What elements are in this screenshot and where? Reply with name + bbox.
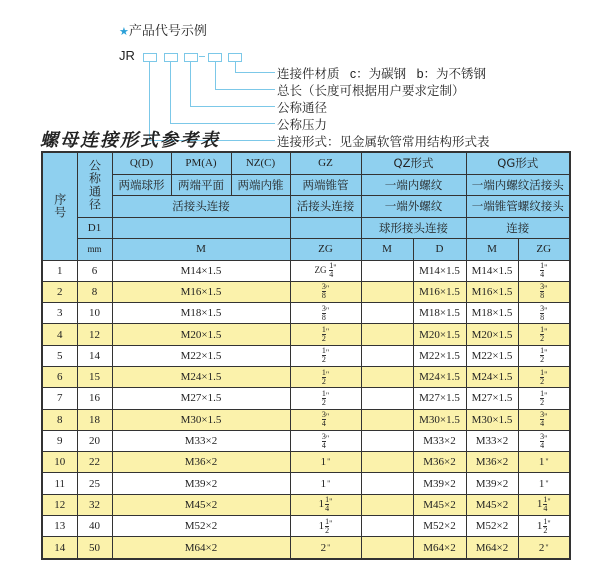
denominator: 4 bbox=[540, 440, 545, 450]
row-m: M39×2 bbox=[112, 473, 290, 494]
inch-mark: " bbox=[544, 305, 548, 315]
row-dn: 10 bbox=[77, 303, 112, 324]
qg-cell bbox=[518, 409, 570, 430]
table-row bbox=[42, 473, 570, 494]
row-qg-m: M33×2 bbox=[466, 430, 518, 451]
zg-prefix: ZG bbox=[314, 265, 327, 276]
zg-cell bbox=[290, 303, 361, 324]
row-m: M64×2 bbox=[112, 537, 290, 559]
leader-line bbox=[190, 106, 275, 107]
row-qz-m bbox=[361, 366, 413, 387]
inch-mark: " bbox=[544, 263, 548, 273]
denominator: 2 bbox=[321, 355, 326, 365]
row-m: M20×1.5 bbox=[112, 324, 290, 345]
zg-cell bbox=[290, 409, 361, 430]
row-qz-m bbox=[361, 452, 413, 473]
inch-mark: " bbox=[325, 348, 330, 358]
legend-pressure: 公称压力 bbox=[277, 118, 328, 132]
row-qz-d: M52×2 bbox=[413, 516, 466, 537]
row-dn: 6 bbox=[77, 260, 112, 281]
row-qg-m: M36×2 bbox=[466, 452, 518, 473]
whole-part: 1 bbox=[318, 498, 325, 511]
inch-mark: " bbox=[544, 284, 548, 294]
empty-cell bbox=[112, 217, 290, 239]
code-box-5 bbox=[228, 53, 242, 62]
row-dn: 18 bbox=[77, 409, 112, 430]
row-dn: 12 bbox=[77, 324, 112, 345]
header-seq: 序号 bbox=[42, 152, 77, 260]
denominator: 4 bbox=[321, 419, 326, 429]
row-qz-d: M36×2 bbox=[413, 452, 466, 473]
whole-part: 1 bbox=[538, 456, 545, 469]
gz-union: 活接头连接 bbox=[290, 196, 361, 218]
table-row bbox=[42, 430, 570, 451]
qz-desc2: 一端外螺纹 bbox=[361, 196, 466, 218]
row-dn: 15 bbox=[77, 366, 112, 387]
inch-mark: " bbox=[325, 327, 330, 337]
zg-cell bbox=[290, 345, 361, 366]
row-qz-d: M24×1.5 bbox=[413, 366, 466, 387]
row-no: 10 bbox=[42, 452, 77, 473]
row-no: 1 bbox=[42, 260, 77, 281]
denominator: 8 bbox=[540, 312, 545, 322]
row-dn: 16 bbox=[77, 388, 112, 409]
inch-mark: " bbox=[545, 457, 549, 467]
table-row bbox=[42, 303, 570, 324]
inch-mark: " bbox=[327, 542, 331, 552]
row-qg-m: M16×1.5 bbox=[466, 281, 518, 302]
row-dn: 25 bbox=[77, 473, 112, 494]
numerator: 3 bbox=[540, 282, 545, 292]
empty-cell bbox=[290, 217, 361, 239]
nz-desc: 两端内锥 bbox=[231, 174, 290, 196]
legend-length: 总长（长度可根据用户要求定制） bbox=[277, 84, 465, 98]
leader-line bbox=[215, 89, 275, 90]
row-qz-d: M22×1.5 bbox=[413, 345, 466, 366]
union-connection: 活接头连接 bbox=[112, 196, 290, 218]
numerator: 1 bbox=[543, 495, 548, 505]
numerator: 3 bbox=[321, 410, 326, 420]
table-row bbox=[42, 409, 570, 430]
header-qg: QG形式 bbox=[466, 152, 570, 174]
zg-cell bbox=[290, 388, 361, 409]
inch-mark: " bbox=[545, 478, 549, 488]
row-qz-m bbox=[361, 388, 413, 409]
leader-line bbox=[235, 62, 236, 72]
whole-part: 1 bbox=[536, 519, 543, 532]
inch-mark: " bbox=[544, 390, 548, 400]
row-qz-d: M18×1.5 bbox=[413, 303, 466, 324]
numerator: 1 bbox=[321, 367, 326, 377]
row-qz-d: M20×1.5 bbox=[413, 324, 466, 345]
row-dn: 14 bbox=[77, 345, 112, 366]
denominator: 2 bbox=[325, 525, 330, 535]
numerator: 1 bbox=[325, 495, 330, 505]
row-qg-m: M27×1.5 bbox=[466, 388, 518, 409]
denominator: 4 bbox=[540, 419, 545, 429]
qg-cell bbox=[518, 324, 570, 345]
header-nominal: 公称通径 bbox=[77, 152, 112, 217]
code-prefix: JR bbox=[119, 48, 135, 63]
table-row bbox=[42, 516, 570, 537]
row-qz-d: M14×1.5 bbox=[413, 260, 466, 281]
row-qz-d: M16×1.5 bbox=[413, 281, 466, 302]
row-no: 3 bbox=[42, 303, 77, 324]
numerator: 1 bbox=[325, 516, 330, 526]
table-row bbox=[42, 388, 570, 409]
header-qd: Q(D) bbox=[112, 152, 171, 174]
inch-mark: " bbox=[547, 518, 551, 528]
inch-mark: " bbox=[544, 369, 548, 379]
row-no: 4 bbox=[42, 324, 77, 345]
row-qg-m: M64×2 bbox=[466, 537, 518, 559]
row-qg-m: M14×1.5 bbox=[466, 260, 518, 281]
row-qz-m bbox=[361, 324, 413, 345]
zg-cell bbox=[290, 260, 361, 281]
code-box-3 bbox=[184, 53, 198, 62]
row-no: 7 bbox=[42, 388, 77, 409]
whole-part: 2 bbox=[320, 541, 327, 554]
qg-cell bbox=[518, 473, 570, 494]
qd-desc: 两端球形 bbox=[112, 174, 171, 196]
header-qz-m: M bbox=[361, 239, 413, 261]
header-pm: PM(A) bbox=[171, 152, 231, 174]
zg-cell bbox=[290, 324, 361, 345]
denominator: 2 bbox=[540, 334, 545, 344]
leader-line bbox=[190, 62, 191, 106]
inch-mark: " bbox=[325, 305, 330, 315]
nut-connection-table bbox=[41, 151, 571, 560]
row-m: M14×1.5 bbox=[112, 260, 290, 281]
denominator: 2 bbox=[543, 525, 548, 535]
row-qz-m bbox=[361, 430, 413, 451]
denominator: 4 bbox=[325, 504, 330, 514]
row-no: 12 bbox=[42, 494, 77, 515]
leader-line bbox=[215, 62, 216, 89]
row-qg-m: M30×1.5 bbox=[466, 409, 518, 430]
row-qg-m: M22×1.5 bbox=[466, 345, 518, 366]
numerator: 3 bbox=[540, 410, 545, 420]
numerator: 3 bbox=[540, 431, 545, 441]
row-m: M24×1.5 bbox=[112, 366, 290, 387]
row-qz-d: M27×1.5 bbox=[413, 388, 466, 409]
qg-cell bbox=[518, 494, 570, 515]
header-m: M bbox=[112, 239, 290, 261]
denominator: 4 bbox=[540, 270, 545, 280]
header-qg-zg: ZG bbox=[518, 239, 570, 261]
table-row bbox=[42, 366, 570, 387]
leader-line bbox=[235, 72, 275, 73]
qg-cell bbox=[518, 303, 570, 324]
row-dn: 22 bbox=[77, 452, 112, 473]
table-row bbox=[42, 260, 570, 281]
row-m: M16×1.5 bbox=[112, 281, 290, 302]
inch-mark: " bbox=[544, 348, 548, 358]
denominator: 2 bbox=[321, 334, 326, 344]
table-row bbox=[42, 345, 570, 366]
gz-desc: 两端锥管 bbox=[290, 174, 361, 196]
inch-mark: " bbox=[325, 390, 330, 400]
row-m: M45×2 bbox=[112, 494, 290, 515]
row-qz-m bbox=[361, 494, 413, 515]
row-m: M30×1.5 bbox=[112, 409, 290, 430]
row-no: 6 bbox=[42, 366, 77, 387]
whole-part: 1 bbox=[320, 456, 327, 469]
qg-desc1: 一端内螺纹活接头 bbox=[466, 174, 570, 196]
qg-cell bbox=[518, 388, 570, 409]
qg-cell bbox=[518, 430, 570, 451]
numerator: 1 bbox=[540, 261, 545, 271]
inch-mark: " bbox=[325, 284, 330, 294]
qz-desc3: 球形接头连接 bbox=[361, 217, 466, 239]
qg-cell bbox=[518, 260, 570, 281]
numerator: 1 bbox=[540, 367, 545, 377]
row-no: 13 bbox=[42, 516, 77, 537]
row-no: 5 bbox=[42, 345, 77, 366]
whole-part: 1 bbox=[318, 519, 325, 532]
header-zg: ZG bbox=[290, 239, 361, 261]
legend-diameter: 公称通径 bbox=[277, 101, 328, 115]
denominator: 8 bbox=[540, 291, 545, 301]
numerator: 1 bbox=[543, 516, 548, 526]
header-d1: D1 bbox=[77, 217, 112, 239]
table-title: 螺母连接形式参考表 bbox=[40, 130, 220, 151]
qg-cell bbox=[518, 516, 570, 537]
denominator: 2 bbox=[321, 397, 326, 407]
row-no: 8 bbox=[42, 409, 77, 430]
inch-mark: " bbox=[325, 412, 330, 422]
denominator: 8 bbox=[321, 291, 326, 301]
whole-part: 1 bbox=[538, 477, 545, 490]
inch-mark: " bbox=[327, 478, 331, 488]
row-dn: 32 bbox=[77, 494, 112, 515]
row-qz-d: M30×1.5 bbox=[413, 409, 466, 430]
row-qg-m: M39×2 bbox=[466, 473, 518, 494]
denominator: 4 bbox=[329, 270, 334, 280]
row-m: M22×1.5 bbox=[112, 345, 290, 366]
numerator: 1 bbox=[329, 261, 334, 271]
row-qz-m bbox=[361, 473, 413, 494]
qg-cell bbox=[518, 537, 570, 559]
row-dn: 20 bbox=[77, 430, 112, 451]
qg-desc3: 连接 bbox=[466, 217, 570, 239]
row-m: M18×1.5 bbox=[112, 303, 290, 324]
qg-cell bbox=[518, 366, 570, 387]
zg-cell bbox=[290, 366, 361, 387]
header-nz: NZ(C) bbox=[231, 152, 290, 174]
row-qz-d: M33×2 bbox=[413, 430, 466, 451]
zg-cell bbox=[290, 473, 361, 494]
row-no: 9 bbox=[42, 430, 77, 451]
numerator: 3 bbox=[321, 282, 326, 292]
whole-part: 2 bbox=[538, 541, 545, 554]
qz-desc1: 一端内螺纹 bbox=[361, 174, 466, 196]
denominator: 4 bbox=[321, 440, 326, 450]
zg-cell bbox=[290, 516, 361, 537]
row-qg-m: M20×1.5 bbox=[466, 324, 518, 345]
row-m: M33×2 bbox=[112, 430, 290, 451]
row-no: 2 bbox=[42, 281, 77, 302]
row-qz-d: M45×2 bbox=[413, 494, 466, 515]
qg-cell bbox=[518, 345, 570, 366]
header-qg-m: M bbox=[466, 239, 518, 261]
denominator: 4 bbox=[543, 504, 548, 514]
row-qz-m bbox=[361, 537, 413, 559]
example-title bbox=[119, 20, 207, 39]
inch-mark: " bbox=[325, 369, 330, 379]
row-qz-m bbox=[361, 303, 413, 324]
code-box-2 bbox=[164, 53, 178, 62]
row-m: M27×1.5 bbox=[112, 388, 290, 409]
code-box-4 bbox=[208, 53, 222, 62]
row-dn: 8 bbox=[77, 281, 112, 302]
row-m: M52×2 bbox=[112, 516, 290, 537]
denominator: 2 bbox=[540, 376, 545, 386]
row-qz-m bbox=[361, 260, 413, 281]
header-gz: GZ bbox=[290, 152, 361, 174]
zg-cell bbox=[290, 537, 361, 559]
inch-mark: " bbox=[544, 412, 548, 422]
inch-mark: " bbox=[333, 263, 337, 273]
table-row bbox=[42, 452, 570, 473]
pm-desc: 两端平面 bbox=[171, 174, 231, 196]
zg-cell bbox=[290, 430, 361, 451]
table-row bbox=[42, 537, 570, 559]
row-dn: 40 bbox=[77, 516, 112, 537]
inch-mark: " bbox=[544, 327, 548, 337]
qg-desc2: 一端锥管螺纹接头 bbox=[466, 196, 570, 218]
qg-cell bbox=[518, 281, 570, 302]
numerator: 1 bbox=[540, 346, 545, 356]
row-qz-m bbox=[361, 281, 413, 302]
zg-cell bbox=[290, 452, 361, 473]
inch-mark: " bbox=[325, 433, 330, 443]
row-m: M36×2 bbox=[112, 452, 290, 473]
inch-mark: " bbox=[545, 542, 549, 552]
legend-connection: 连接形式：见金属软管常用结构形式表 bbox=[277, 135, 490, 149]
denominator: 8 bbox=[321, 312, 326, 322]
row-no: 11 bbox=[42, 473, 77, 494]
table-row bbox=[42, 324, 570, 345]
row-qg-m: M45×2 bbox=[466, 494, 518, 515]
code-box-1 bbox=[143, 53, 157, 62]
numerator: 1 bbox=[321, 388, 326, 398]
numerator: 3 bbox=[540, 303, 545, 313]
leader-line bbox=[170, 123, 275, 124]
inch-mark: " bbox=[329, 497, 333, 507]
zg-cell bbox=[290, 494, 361, 515]
header-qz-d: D bbox=[413, 239, 466, 261]
table-row bbox=[42, 494, 570, 515]
star-icon: ★ bbox=[119, 26, 129, 38]
legend-material: 连接件材质 c：为碳钢 b：为不锈钢 bbox=[277, 67, 487, 81]
row-dn: 50 bbox=[77, 537, 112, 559]
row-qz-d: M39×2 bbox=[413, 473, 466, 494]
numerator: 3 bbox=[321, 431, 326, 441]
row-qg-m: M18×1.5 bbox=[466, 303, 518, 324]
row-qz-d: M64×2 bbox=[413, 537, 466, 559]
inch-mark: " bbox=[327, 457, 331, 467]
table-row bbox=[42, 281, 570, 302]
header-mm: mm bbox=[77, 239, 112, 261]
whole-part: 1 bbox=[536, 498, 543, 511]
leader-line bbox=[170, 62, 171, 123]
numerator: 1 bbox=[540, 325, 545, 335]
qg-cell bbox=[518, 452, 570, 473]
row-qz-m bbox=[361, 345, 413, 366]
denominator: 2 bbox=[321, 376, 326, 386]
numerator: 1 bbox=[540, 388, 545, 398]
inch-mark: " bbox=[544, 433, 548, 443]
row-qg-m: M24×1.5 bbox=[466, 366, 518, 387]
inch-mark: " bbox=[547, 497, 551, 507]
zg-cell bbox=[290, 281, 361, 302]
row-qg-m: M52×2 bbox=[466, 516, 518, 537]
row-qz-m bbox=[361, 516, 413, 537]
numerator: 3 bbox=[321, 303, 326, 313]
denominator: 2 bbox=[540, 355, 545, 365]
example-title-text: 产品代号示例 bbox=[128, 23, 207, 38]
code-dash bbox=[199, 56, 205, 57]
denominator: 2 bbox=[540, 397, 545, 407]
table-body bbox=[42, 260, 570, 559]
header-qz: QZ形式 bbox=[361, 152, 466, 174]
whole-part: 1 bbox=[320, 477, 327, 490]
numerator: 1 bbox=[321, 346, 326, 356]
row-no: 14 bbox=[42, 537, 77, 559]
row-qz-m bbox=[361, 409, 413, 430]
numerator: 1 bbox=[321, 325, 326, 335]
inch-mark: " bbox=[329, 518, 333, 528]
